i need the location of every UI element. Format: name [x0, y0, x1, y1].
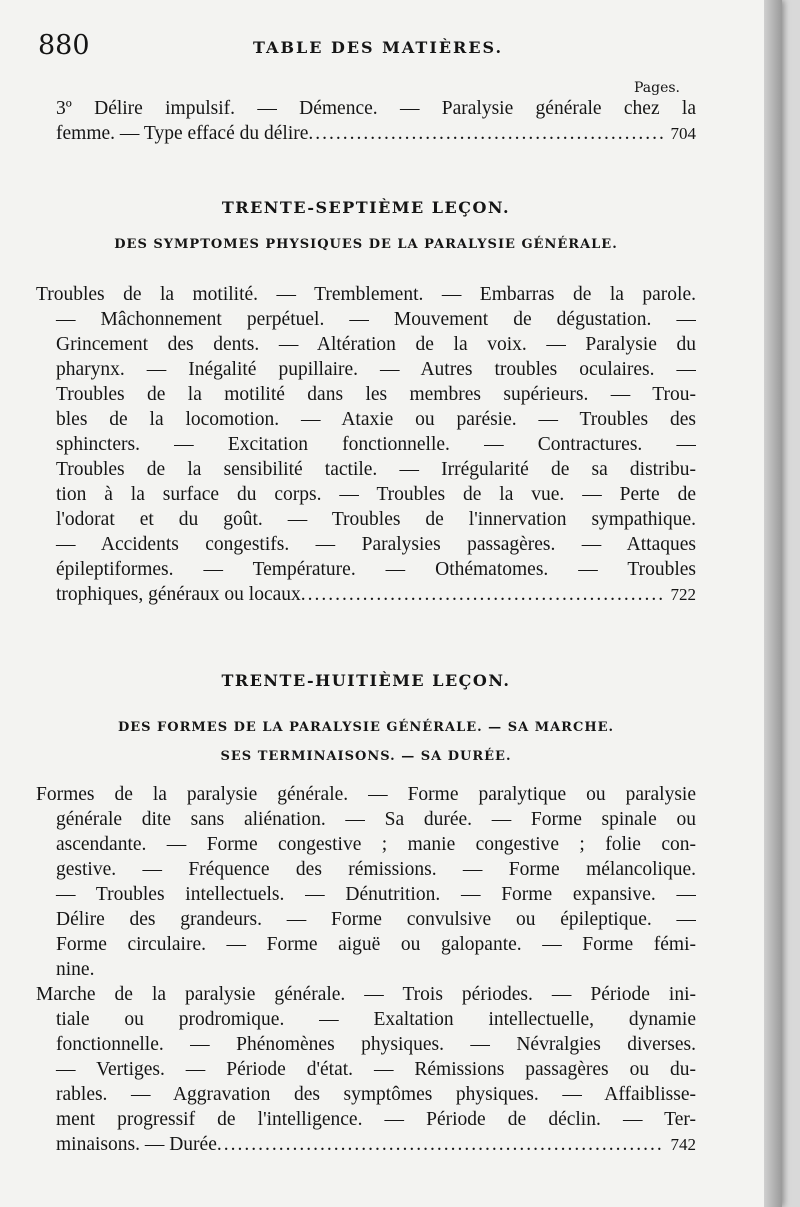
toc-line: tiale ou prodromique. — Exaltation intellectuelle, dynamie — [56, 1009, 696, 1030]
page-header — [38, 30, 688, 70]
toc-entry-leader — [36, 1132, 696, 1157]
toc-line: générale dite sans aliénation. — Sa durée. — Forme spinale ou — [56, 809, 696, 830]
toc-line: femme. — Type effacé du délire — [56, 123, 309, 144]
toc-page-ref: 704 — [670, 124, 696, 143]
toc-line: Forme circulaire. — Forme aiguë ou galopante. — Forme fémi- — [56, 934, 696, 955]
toc-line: — Mâchonnement perpétuel. — Mouvement de dégustation. — — [56, 309, 696, 330]
toc-line: Troubles de la motilité dans les membres supérieurs. — Trou- — [56, 384, 696, 405]
toc-line: — Vertiges. — Période d'état. — Rémissions passagères ou du- — [56, 1059, 696, 1080]
toc-line: fonctionnelle. — Phénomènes physiques. — Névralgies diverses. — [56, 1034, 696, 1055]
toc-line: rables. — Aggravation des symptômes physiques. — Affaiblisse- — [56, 1084, 696, 1105]
page-number: 880 — [38, 30, 90, 61]
lesson-subtitle: DES SYMPTOMES PHYSIQUES DE LA PARALYSIE GÉNÉRALE. — [114, 237, 618, 252]
toc-line: bles de la locomotion. — Ataxie ou parésie. — Troubles des — [56, 409, 696, 430]
toc-line: tion à la surface du corps. — Troubles de la vue. — Perte de — [56, 484, 696, 505]
toc-line: — Accidents congestifs. — Paralysies passagères. — Attaques — [56, 534, 696, 555]
toc-line: trophiques, généraux ou locaux — [56, 584, 301, 605]
dot-leader — [217, 1132, 665, 1157]
toc-content — [36, 80, 696, 1157]
toc-line: gestive. — Fréquence des rémissions. — Forme mélancolique. — [56, 859, 696, 880]
toc-line: — Troubles intellectuels. — Dénutrition. — Forme expansive. — — [56, 884, 696, 905]
toc-line: Grincement des dents. — Altération de la voix. — Paralysie du — [56, 334, 696, 355]
dot-leader — [308, 121, 664, 146]
toc-line: ment progressif de l'intelligence. — Période de déclin. — Ter- — [56, 1109, 696, 1130]
lesson-title: TRENTE-SEPTIÈME LEÇON. — [221, 198, 511, 217]
toc-line: Marche de la paralysie générale. — Trois périodes. — Période ini- — [36, 984, 696, 1005]
lesson-title: TRENTE-HUITIÈME LEÇON. — [221, 671, 511, 690]
lesson-subtitle: SES TERMINAISONS. — SA DURÉE. — [220, 749, 512, 764]
toc-line: minaisons. — Durée — [56, 1134, 217, 1155]
pages-column-label: Pages. — [633, 80, 680, 96]
dot-leader — [301, 582, 665, 607]
lesson-subtitle: DES FORMES DE LA PARALYSIE GÉNÉRALE. — SA MARCHE. — [117, 720, 615, 735]
page-edge-shadow — [764, 0, 782, 1207]
toc-line: l'odorat et du goût. — Troubles de l'innervation sympathique. — [56, 509, 696, 530]
toc-line: Délire des grandeurs. — Forme convulsive ou épileptique. — — [56, 909, 696, 930]
toc-line: épileptiformes. — Température. — Othématomes. — Troubles — [56, 559, 696, 580]
toc-entry-leader — [36, 582, 696, 607]
toc-line: ascendante. — Forme congestive ; manie congestive ; folie con- — [56, 834, 696, 855]
running-title: TABLE DES MATIÈRES. — [253, 38, 504, 57]
toc-line: Formes de la paralysie générale. — Forme paralytique ou paralysie — [36, 784, 696, 805]
toc-line: Troubles de la motilité. — Tremblement. — Embarras de la parole. — [36, 284, 696, 305]
toc-line: 3º Délire impulsif. — Démence. — Paralysie générale chez la — [56, 98, 696, 119]
toc-entry-leader — [36, 121, 696, 146]
toc-line: Troubles de la sensibilité tactile. — Irrégularité de sa distribu- — [56, 459, 696, 480]
toc-page-ref: 742 — [670, 1135, 696, 1154]
toc-line: sphincters. — Excitation fonctionnelle. — Contractures. — — [56, 434, 696, 455]
toc-line: nine. — [56, 959, 95, 980]
toc-page-ref: 722 — [670, 585, 696, 604]
toc-line: pharynx. — Inégalité pupillaire. — Autres troubles oculaires. — — [56, 359, 696, 380]
